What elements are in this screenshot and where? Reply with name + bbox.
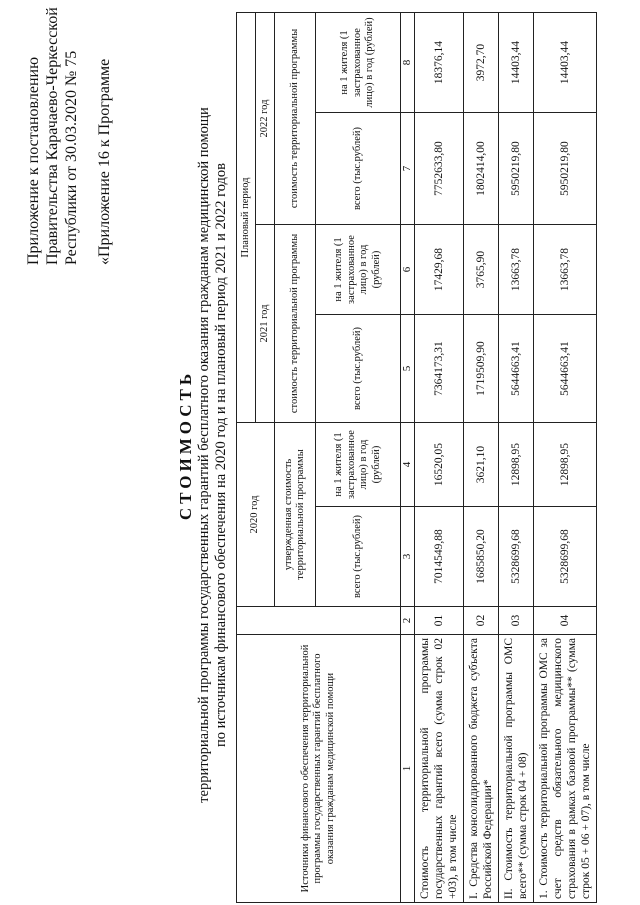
header-total-2020: всего (тыс.рублей) — [316, 507, 401, 607]
subtitle-line: по источникам финансового обеспечения на 2020 год и на плановый период 2021 и 2022 годов — [213, 162, 229, 748]
value-2020-total: 5328699,68 — [534, 507, 597, 607]
document-title: СТОИМОСТЬ — [176, 369, 195, 521]
value-2022-total: 1802414,00 — [464, 113, 499, 225]
row-code: 02 — [464, 607, 499, 635]
value-2021-total: 7364173,31 — [415, 315, 464, 423]
value-2020-total: 1685850,20 — [464, 507, 499, 607]
header-planning-period: Плановый период — [237, 13, 256, 423]
header-year-2021: 2021 год — [256, 225, 275, 423]
table-row — [499, 13, 534, 903]
header-total-2021: всего (тыс.рублей) — [316, 315, 401, 423]
value-2020-per-resident: 12898,95 — [499, 423, 534, 507]
value-2021-per-resident: 3765,90 — [464, 225, 499, 315]
header-per-resident-2021: на 1 жителя (1 застрахованное лицо) в год (рублей) — [316, 225, 401, 315]
header-source: Источники финансового обеспечения территориальной программы государственных гарантий бесплатного оказания гражданам медицинской помощи — [237, 635, 401, 903]
column-index: 4 — [401, 423, 415, 507]
value-2020-per-resident: 3621,10 — [464, 423, 499, 507]
column-index: 3 — [401, 507, 415, 607]
appendix-line: «Приложение 16 к Программе — [96, 58, 113, 265]
table-row — [464, 13, 499, 903]
header-program-cost-2022: стоимость территориальной программы — [275, 13, 316, 225]
header-approved-cost: утвержденная стоимость территориальной программы — [275, 423, 316, 607]
appendix-line: Республики от 30.03.2020 № 75 — [63, 50, 80, 265]
value-2021-per-resident: 17429,68 — [415, 225, 464, 315]
header-per-resident-2020: на 1 жителя (1 застрахованное лицо) в год (рублей) — [316, 423, 401, 507]
row-label: Стоимость территориальной программы государственных гарантий всего (сумма строк 02 +03), в том числе — [415, 635, 464, 903]
row-label: 1. Стоимость территориальной программы ОМС за счет средств обязательного медицинского страхования в рамках базовой программы** (сумма строк 05 + 06 + 07), в том числе — [534, 635, 597, 903]
header-year-2020: 2020 год — [237, 423, 275, 607]
header-year-2022: 2022 год — [256, 13, 275, 225]
value-2022-total: 7752633,80 — [415, 113, 464, 225]
value-2022-per-resident: 14403,44 — [499, 13, 534, 113]
value-2020-per-resident: 12898,95 — [534, 423, 597, 507]
value-2020-total: 7014549,88 — [415, 507, 464, 607]
value-2022-per-resident: 3972,70 — [464, 13, 499, 113]
value-2021-total: 5644663,41 — [499, 315, 534, 423]
value-2022-total: 5950219,80 — [534, 113, 597, 225]
appendix-line: Правительства Карачаево-Черкесской — [44, 7, 61, 265]
header-per-resident-2022: на 1 жителя (1 застрахованное лицо) в год (рублей) — [316, 13, 401, 113]
appendix-block — [24, 7, 114, 265]
column-index: 2 — [401, 607, 415, 635]
value-2021-total: 1719509,90 — [464, 315, 499, 423]
value-2021-per-resident: 13663,78 — [534, 225, 597, 315]
column-index: 8 — [401, 13, 415, 113]
column-index: 5 — [401, 315, 415, 423]
value-2022-per-resident: 14403,44 — [534, 13, 597, 113]
document-subtitle — [196, 25, 230, 885]
row-label: II. Стоимость территориальной программы ОМС всего** (сумма строк 04 + 08) — [499, 635, 534, 903]
value-2022-total: 5950219,80 — [499, 113, 534, 225]
value-2021-total: 5644663,41 — [534, 315, 597, 423]
header-program-cost-2021: стоимость территориальной программы — [275, 225, 316, 423]
table-row — [415, 13, 464, 903]
row-code: 04 — [534, 607, 597, 635]
cost-table — [236, 12, 597, 903]
header-row-number — [237, 607, 401, 635]
column-index: 1 — [401, 635, 415, 903]
appendix-line: Приложение к постановлению — [25, 56, 42, 265]
value-2020-total: 5328699,68 — [499, 507, 534, 607]
value-2022-per-resident: 18376,14 — [415, 13, 464, 113]
header-total-2022: всего (тыс.рублей) — [316, 113, 401, 225]
value-2021-per-resident: 13663,78 — [499, 225, 534, 315]
subtitle-line: территориальной программы государственных гарантий бесплатного оказания гражданам медицинской помощи — [196, 107, 212, 803]
row-code: 03 — [499, 607, 534, 635]
column-index: 7 — [401, 113, 415, 225]
column-index: 6 — [401, 225, 415, 315]
table-row — [534, 13, 597, 903]
row-code: 01 — [415, 607, 464, 635]
value-2020-per-resident: 16520,05 — [415, 423, 464, 507]
row-label: I. Средства консолидированного бюджета субъекта Российской Федерации* — [464, 635, 499, 903]
